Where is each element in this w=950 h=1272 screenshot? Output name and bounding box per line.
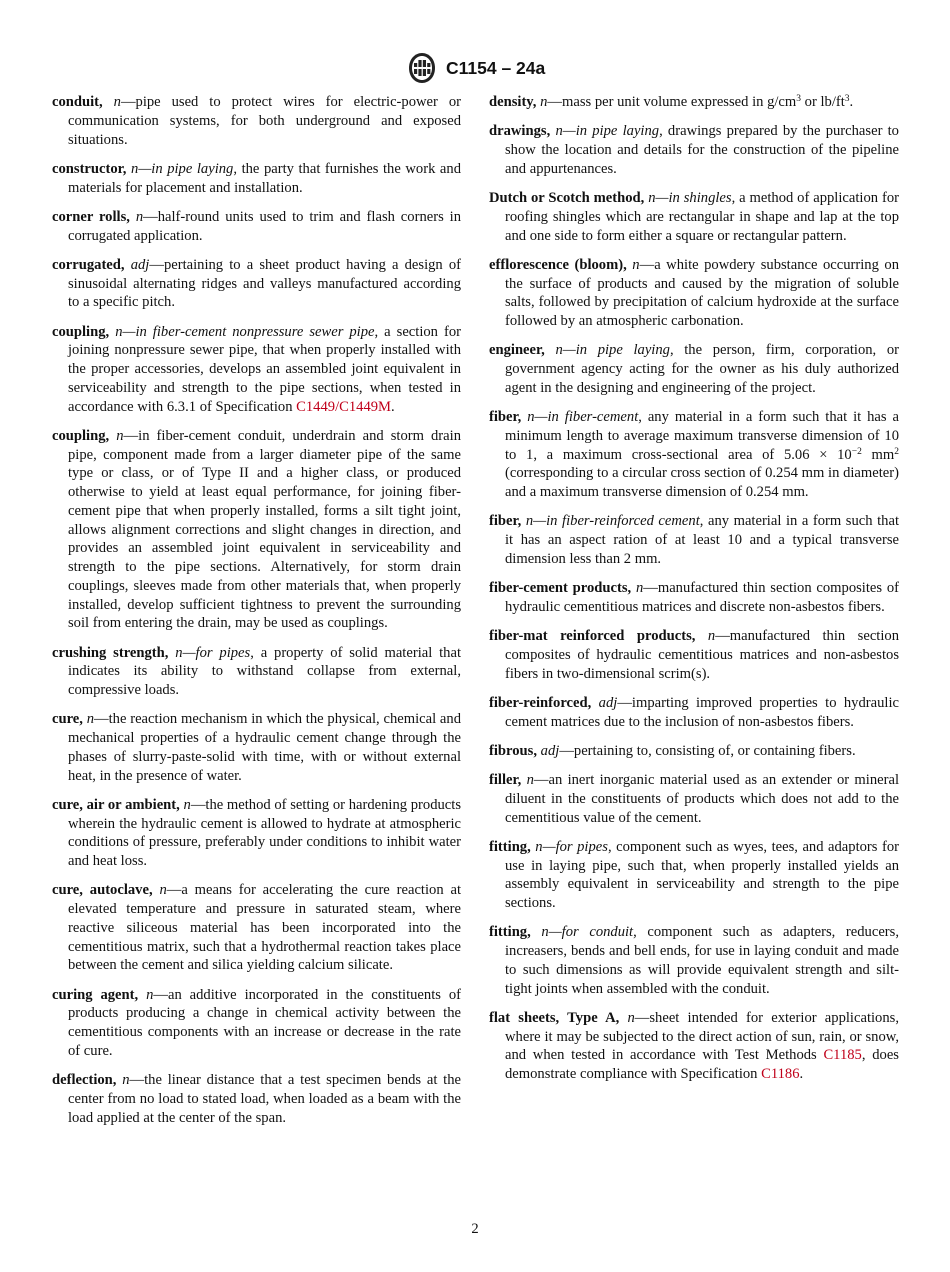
definition-fiber-reinforced-cement (489, 512, 899, 568)
definition-text: , the person, firm, corporation, or government agency acting for the owner as his duly authorized agent in the designing and engineering of the project. (505, 342, 899, 396)
definition-fiber-cement (489, 408, 899, 502)
definition-text: , drawings prepared by the purchaser to show the location and details for the construction of the pipeline and appurtenances. (505, 123, 899, 177)
qualifier: —in shingles (655, 190, 732, 206)
qualifier: —in pipe laying (138, 160, 234, 177)
standard-reference-link[interactable]: C1449/C1449M (296, 398, 392, 415)
term: fitting, (489, 838, 531, 855)
definition-fiber-reinforced (489, 694, 899, 732)
definition-text: —a means for accelerating the cure reaction at elevated temperature and pressure in saturated steam, where reactive siliceous material has been incorporated into the cementitious matrix, such that a hydrothermal reaction takes place between the cement and silica yielding calcium silicate. (68, 882, 462, 974)
part-of-speech: adj (540, 742, 560, 759)
definition-fiber-mat-products (489, 627, 899, 683)
definition-text: —an inert inorganic material used as an extender or mineral diluent in the constituents of products which does not add to the cementitious value of the cement. (505, 772, 900, 826)
definition-text: , component such as wyes, tees, and adaptors for use in laying pipe, such that, when properly installed yields an assembly equivalent in serviceability and strength to the pipe sections. (505, 838, 900, 911)
term: cure, air or ambient, (52, 796, 180, 813)
term: Dutch or Scotch method, (489, 190, 645, 206)
term: corner rolls, (52, 208, 130, 225)
term: corrugated, (52, 256, 125, 273)
definition-text: —mass per unit volume expressed in g/cm (547, 94, 797, 110)
definition-filler (489, 771, 899, 827)
part-of-speech: n (116, 427, 124, 444)
part-of-speech: n (648, 190, 656, 206)
definition-text: , a method of application for roofing shingles which are rectangular in shape and lap at the top and one side to form either a square or rectangular pattern. (505, 190, 899, 244)
part-of-speech: n (540, 94, 548, 110)
definition-corner-rolls (52, 208, 461, 246)
qualifier: —in fiber-cement (534, 409, 639, 425)
definition-text: , a property of solid material that indicates its ability to withstand collapse from external, compressive loads. (68, 644, 462, 698)
term: fiber, (489, 409, 522, 425)
term: constructor, (52, 160, 127, 177)
definition-fiber-cement-products (489, 579, 899, 617)
part-of-speech: n (115, 323, 123, 340)
standard-reference-link[interactable]: C1185 (823, 1047, 862, 1064)
term: fiber, (489, 513, 522, 530)
term: fiber-mat reinforced products, (489, 628, 696, 644)
punctuation: . (391, 398, 395, 415)
part-of-speech: n (627, 1009, 635, 1026)
term: fiber-reinforced, (489, 694, 592, 711)
definition-coupling-sewer (52, 323, 461, 417)
definition-text: —pertaining to, consisting of, or containing fibers. (559, 742, 856, 759)
definition-fitting-pipes (489, 838, 899, 913)
qualifier: —in pipe laying (562, 342, 670, 359)
part-of-speech: n (135, 208, 144, 225)
part-of-speech: n (113, 94, 121, 110)
definition-curing-agent (52, 986, 461, 1061)
definition-cure-air (52, 796, 461, 871)
part-of-speech: n (526, 772, 534, 788)
right-column (489, 93, 899, 1094)
definition-coupling-conduit (52, 427, 461, 633)
term: fiber-cement products, (489, 580, 632, 596)
term: drawings, (489, 123, 551, 140)
definition-dutch-scotch-method (489, 189, 899, 245)
part-of-speech: n (527, 409, 535, 425)
part-of-speech: adj (130, 256, 150, 273)
definition-crushing-strength (52, 644, 461, 700)
definition-cure-autoclave (52, 881, 461, 975)
definition-drawings (489, 122, 899, 178)
part-of-speech: n (635, 580, 644, 596)
definition-corrugated (52, 256, 461, 312)
punctuation: . (799, 1066, 804, 1082)
part-of-speech: n (131, 160, 139, 177)
standard-designation: C1154 – 24a (446, 58, 546, 78)
term: crushing strength, (52, 644, 169, 661)
left-column (52, 93, 461, 1138)
part-of-speech: n (535, 838, 543, 855)
definition-text: , a section for joining nonpressure sewer pipe, that when properly installed with the proper accessories, develops an assembled joint equivalent in serviceability and strength to the pipe sections, when tested in accordance with 6.3.1 of Specification (68, 323, 461, 415)
definition-text: —pertaining to a sheet product having a design of sinusoidal alternating ridges and valleys manufactured according to a specific pitch. (68, 256, 462, 311)
definition-constructor (52, 160, 461, 198)
definition-text: , component such as adapters, reducers, increasers, bends and bell ends, for use in laying conduit and made to such dimensions as will provide equivalent strength and silt-tight joints when assembled with the conduit. (505, 924, 899, 997)
definition-density (489, 93, 899, 112)
definition-engineer (489, 341, 899, 397)
definition-text: —sheet intended for exterior applications, where it may be subjected to the direct action of sun, rain, or snow, and when tested in accordance with Test Methods (505, 1009, 899, 1064)
definition-text: —pipe used to protect wires for electric-power or communication systems, for both underground and exposed situations. (68, 94, 461, 148)
part-of-speech: n (122, 1072, 130, 1088)
qualifier: —in fiber-reinforced cement (533, 513, 700, 530)
term: curing agent, (52, 986, 139, 1003)
definition-flat-sheets-type-a (489, 1009, 899, 1084)
definition-text: —the linear distance that a test specimen bends at the center from no load to stated load, when loaded as a beam with the load applied at the center of the span. (68, 1072, 461, 1126)
qualifier: —for conduit (548, 924, 634, 941)
definition-conduit (52, 93, 461, 149)
qualifier: —for pipes (182, 644, 251, 661)
definition-fibrous (489, 742, 899, 761)
page-header (0, 51, 950, 85)
term: fibrous, (489, 742, 537, 759)
definition-text: (corresponding to a circular cross section of 0.254 mm in diameter) and a maximum transverse dimension of 0.254 mm. (505, 465, 899, 500)
term: efflorescence (bloom), (489, 256, 627, 273)
term: filler, (489, 772, 522, 788)
term: engineer, (489, 342, 545, 359)
part-of-speech: n (183, 796, 191, 813)
definition-text: —imparting improved properties to hydraulic cement matrices due to the inclusion of non-asbestos fibers. (505, 694, 899, 730)
term: deflection, (52, 1072, 117, 1088)
superscript: 2 (894, 446, 899, 457)
qualifier: —in fiber-cement nonpressure sewer pipe (122, 323, 375, 340)
definition-text: —manufactured thin section composites of hydraulic cementitious matrices and non-asbestos fibers in two-dimensional scrim(s). (505, 628, 899, 682)
qualifier: —in pipe laying (562, 123, 660, 140)
definition-text: , any material in a form such that it has a minimum length to average maximum transverse dimension of 10 to 1, a maximum cross-sectional area of 5.06 × 10 (505, 409, 899, 463)
definition-efflorescence (489, 256, 899, 331)
part-of-speech: n (86, 711, 95, 728)
definition-cure (52, 710, 461, 785)
part-of-speech: n (541, 924, 549, 941)
definition-text: —a white powdery substance occurring on the surface of products and caused by the migration of soluble salts, followed by precipitation of calcium hydroxide at the surface followed by an atmospheric carbonation. (505, 256, 900, 329)
astm-logo-icon (403, 51, 441, 85)
definition-text: or lb/ft (801, 94, 845, 110)
part-of-speech: n (707, 628, 716, 644)
term: coupling, (52, 323, 110, 340)
superscript: 3 (796, 94, 802, 104)
part-of-speech: n (175, 644, 183, 661)
part-of-speech: n (555, 123, 563, 140)
term: cure, autoclave, (52, 882, 153, 899)
superscript: 3 (844, 94, 850, 104)
definition-text: —the method of setting or hardening products wherein the hydraulic cement is allowed to hydrate at atmospheric conditions of pressure, preferably under conditions to inhibit water and heat loss. (68, 796, 461, 869)
definition-text: —an additive incorporated in the constituents of products producing a change in chemical activity between the cementitious components with an increase or decrease in the rate of cure. (68, 986, 462, 1059)
part-of-speech: adj (598, 694, 618, 711)
punctuation: . (849, 94, 854, 110)
page-number: 2 (471, 1221, 479, 1237)
part-of-speech: n (525, 513, 534, 530)
part-of-speech: n (159, 882, 167, 899)
definition-text: —manufactured thin section composites of hydraulic cementitious matrices and discrete non-asbestos fibers. (505, 580, 900, 615)
term: conduit, (52, 94, 103, 110)
superscript: −2 (851, 446, 862, 457)
term: coupling, (52, 427, 110, 444)
definition-text: , does demonstrate compliance with Specification (505, 1047, 899, 1082)
standard-reference-link[interactable]: C1186 (761, 1066, 800, 1082)
definition-text: , any material in a form such that it has an aspect ration of at least 10 and a typical transverse dimension less than 2 mm. (505, 513, 899, 567)
definition-fitting-conduit (489, 923, 899, 998)
part-of-speech: n (146, 986, 154, 1003)
definition-text: —the reaction mechanism in which the physical, chemical and mechanical properties of a hydraulic cement change through the phases of slurry-paste-solid with time, with or without external heat, in the presence of water. (68, 711, 461, 784)
definition-text: —in fiber-cement conduit, underdrain and storm drain pipe, component made from a larger diameter pipe of the same type or class, or of Type II and a higher class, or produced otherwise to yield at least equal performance, for joining fiber-cement pipe that when properly installed, forms a silt tight joint, allows alignment corrections and slight changes in direction, and provides an assembled joint equivalent in serviceability and strength to the pipe sections. Alternatively, for storm drain couplings, sleeves made from other materials that, when properly installed, develop sufficient tightness to prevent the surrounding soil from entering the drain, may be used as couplings. (68, 427, 461, 632)
definition-deflection (52, 1071, 461, 1127)
part-of-speech: n (632, 256, 640, 273)
definition-text: mm (861, 446, 895, 463)
term: flat sheets, Type A, (489, 1009, 620, 1026)
definition-text: , the party that furnishes the work and materials for placement and installation. (68, 160, 461, 196)
definition-text: —half-round units used to trim and flash corners in corrugated application. (68, 208, 462, 244)
qualifier: —for pipes (542, 838, 608, 855)
term: density, (489, 94, 537, 110)
part-of-speech: n (555, 342, 563, 359)
term: fitting, (489, 924, 531, 941)
term: cure, (52, 711, 83, 728)
